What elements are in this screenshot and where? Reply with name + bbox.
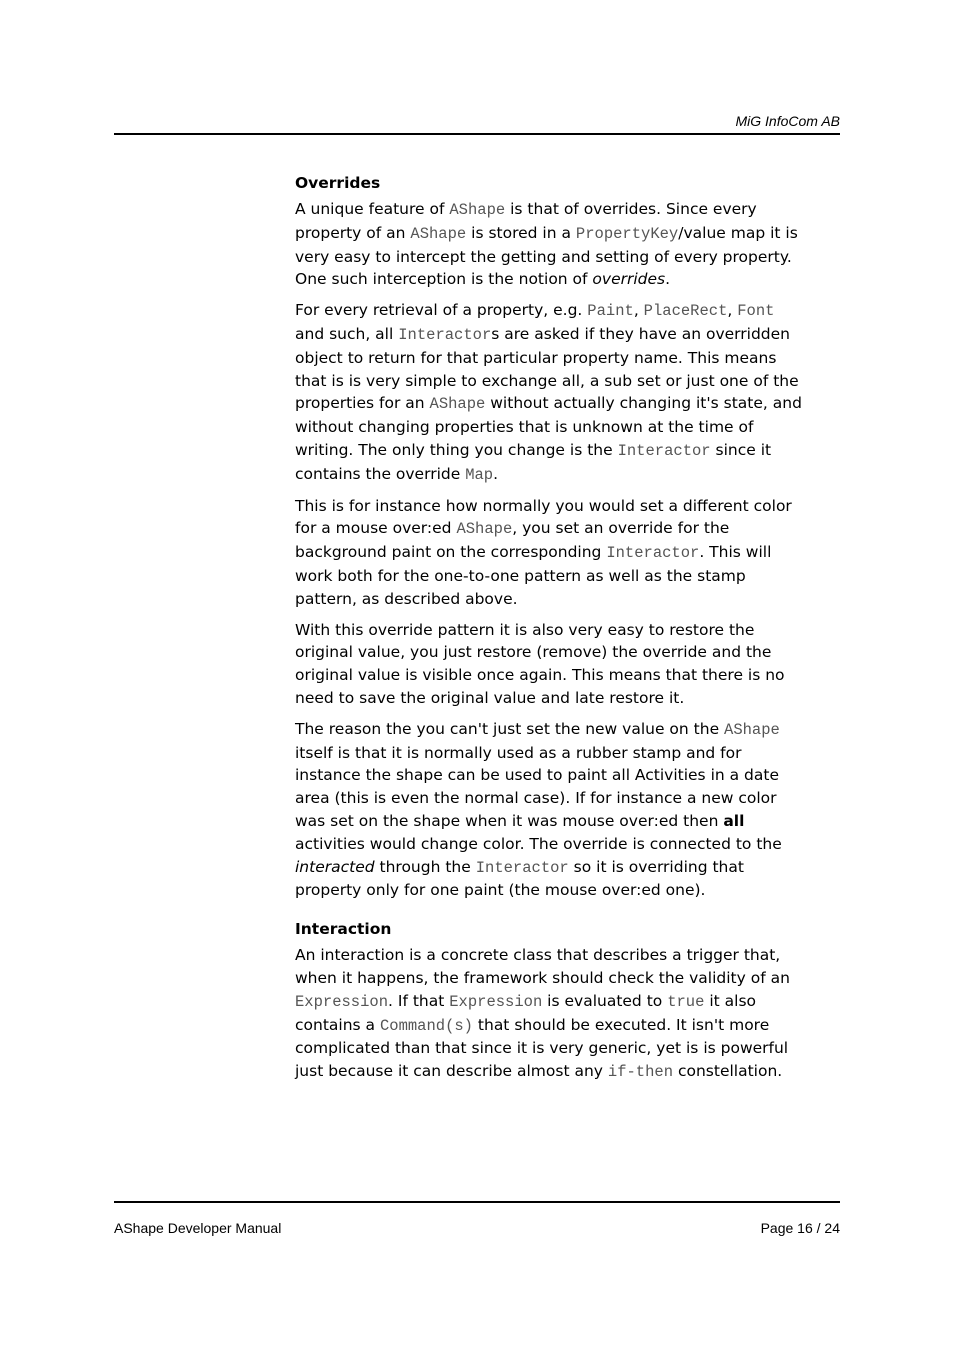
interaction-paragraph-1: An interaction is a concrete class that describes a trigger that, when it happens, the framework should check the validity of an Expression. If that Expression is evaluated to true it also contains a Command(s) that should be executed. It isn't more complicated than that since it is very generic, yet is is powerful just because it can describe almost any if-then constellation. [295,946,790,1082]
header-company: MiG InfoCom AB [735,113,840,129]
overrides-paragraph-4: With this override pattern it is also very easy to restore the original value, you just restore (remove) the override and the original value is visible once again. This means that there is no need to save the original value and late restore it. [295,620,785,707]
header-rule [114,133,840,135]
overrides-paragraph-5: The reason the you can't just set the new value on the AShape itself is that it is normally used as a rubber stamp and for instance the shape can be used to paint all Activities in a date area (this is even the normal case). If for instance a new color was set on the shape when it was mouse over:ed then all activities would change color. The override is connected to the interacted through the Interactor so it is overriding that property only for one paint (the mouse over:ed one). [295,719,782,900]
section-heading-interaction: Interaction [295,920,392,939]
footer-page-number: Page 16 / 24 [760,1220,840,1236]
section-heading-overrides: Overrides [295,174,381,192]
footer-rule [114,1201,840,1203]
overrides-paragraph-2: For every retrieval of a property, e.g. Paint, PlaceRect, Font and such, all Interactors are asked if they have an overridden object to return for that particular property name. This means that is is very simple to exchange all, a sub set or just one of the properties for an AShape without actually changing it's state, and without changing properties that is unknown at the time of writing. The only thing you change is the Interactor since it contains the override Map. [295,301,802,484]
page-content [295,172,805,1092]
footer-title: AShape Developer Manual [114,1220,282,1236]
overrides-paragraph-3: This is for instance how normally you would set a different color for a mouse over:ed AShape, you set an override for the background paint on the corresponding Interactor. This will work both for the one-to-one pattern as well as the stamp pattern, as described above. [295,496,792,608]
overrides-paragraph-1: A unique feature of AShape is that of overrides. Since every property of an AShape is stored in a PropertyKey/value map it is very easy to intercept the getting and setting of every property. One such interception is the notion of overrides. [295,200,798,289]
